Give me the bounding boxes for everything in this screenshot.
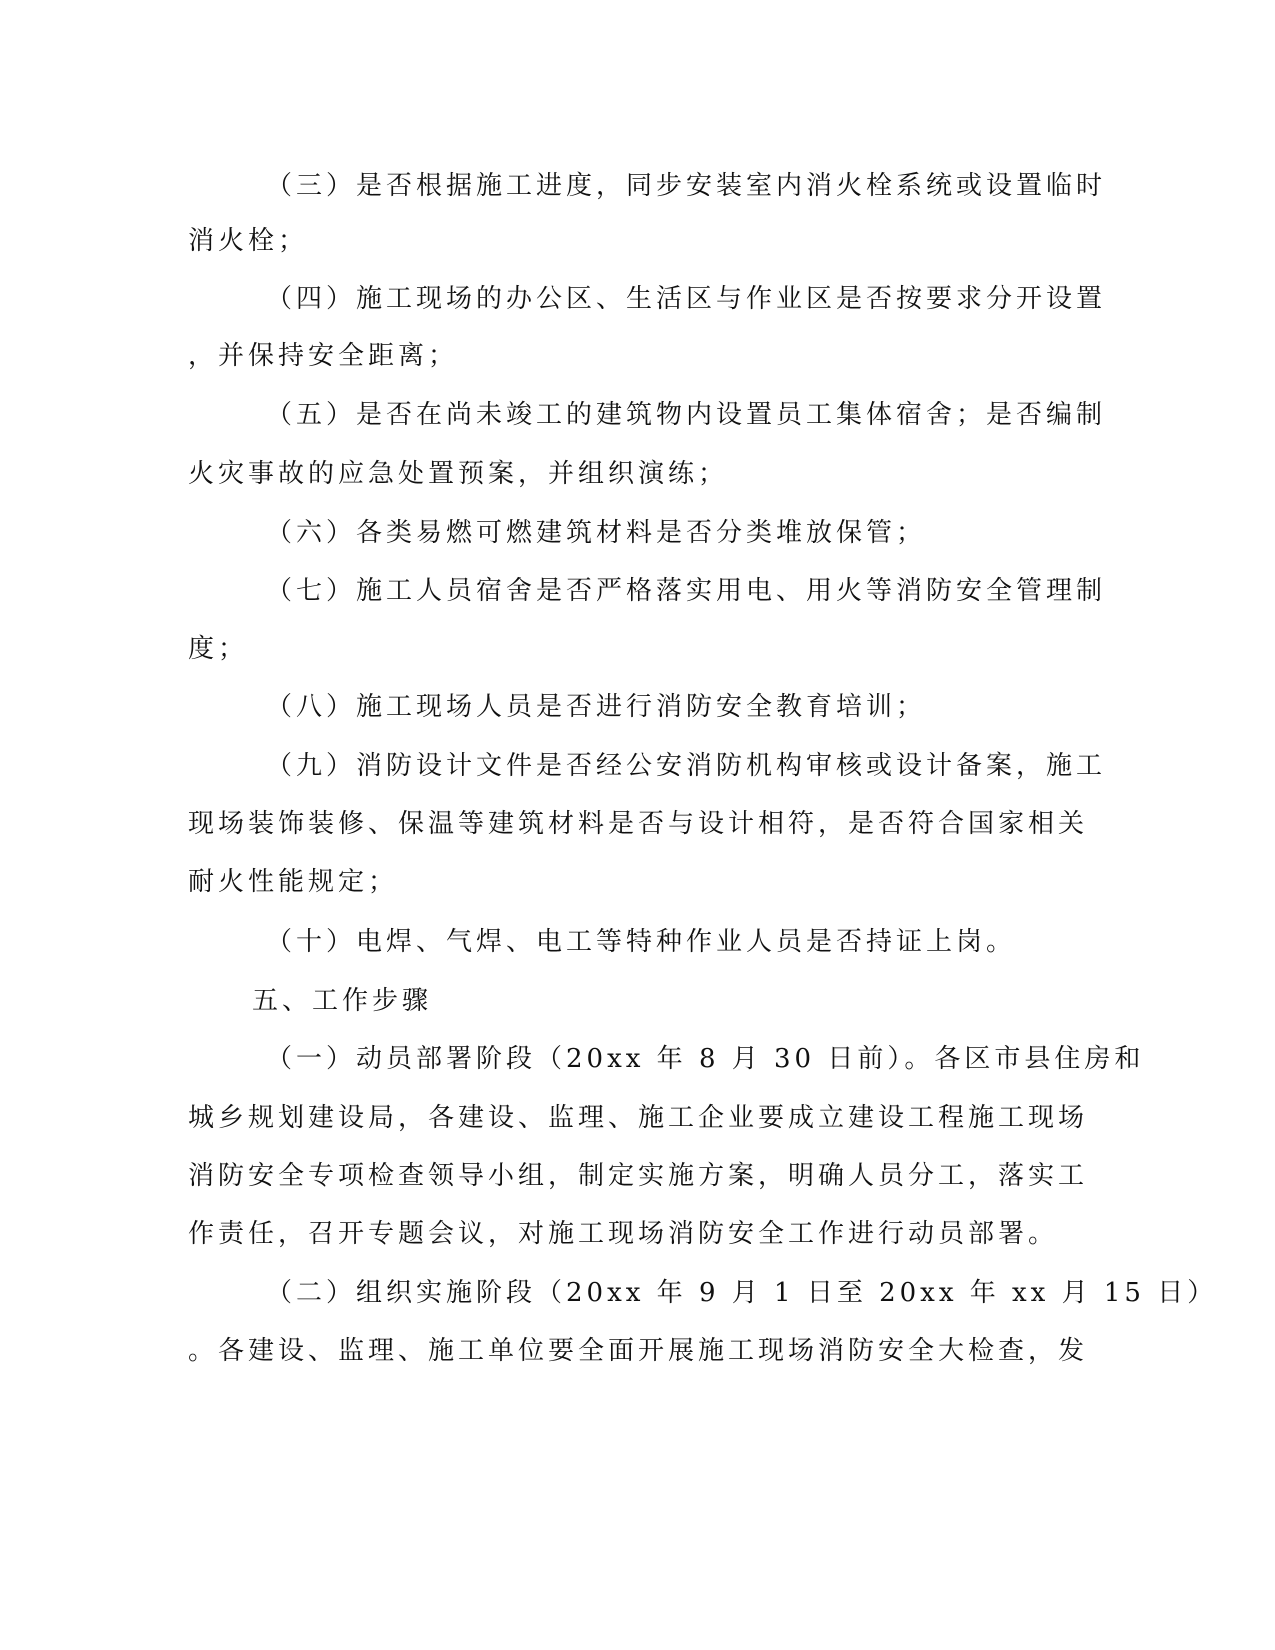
item-7-line-2: 度； [188,634,249,664]
step-1-line-3: 消防安全专项检查领导小组，制定实施方案，明确人员分工，落实工 [188,1161,1089,1191]
step-1-line-1: （一）动员部署阶段（20xx 年 8 月 30 日前）。各区市县住房和 [266,1044,1145,1074]
item-10-line-1: （十）电焊、气焊、电工等特种作业人员是否持证上岗。 [266,927,1017,957]
item-9-line-2: 现场装饰装修、保温等建筑材料是否与设计相符，是否符合国家相关 [188,809,1089,839]
item-4-line-1: （四）施工现场的办公区、生活区与作业区是否按要求分开设置 [266,284,1107,314]
step-1-line-2: 城乡规划建设局，各建设、监理、施工企业要成立建设工程施工现场 [188,1103,1089,1133]
item-5-line-1: （五）是否在尚未竣工的建筑物内设置员工集体宿舍；是否编制 [266,400,1107,430]
section-heading-work-steps: 五、工作步骤 [252,986,433,1016]
step-2-line-2: 。各建设、监理、施工单位要全面开展施工现场消防安全大检查，发 [188,1336,1089,1366]
item-3-line-2: 消火栓； [188,226,309,256]
item-4-line-2: ，并保持安全距离； [188,341,459,371]
item-8-line-1: （八）施工现场人员是否进行消防安全教育培训； [266,692,927,722]
item-7-line-1: （七）施工人员宿舍是否严格落实用电、用火等消防安全管理制 [266,576,1107,606]
item-6-line-1: （六）各类易燃可燃建筑材料是否分类堆放保管； [266,518,927,548]
step-1-line-4: 作责任，召开专题会议，对施工现场消防安全工作进行动员部署。 [188,1219,1059,1249]
item-9-line-1: （九）消防设计文件是否经公安消防机构审核或设计备案，施工 [266,751,1107,781]
item-3-line-1: （三）是否根据施工进度，同步安装室内消火栓系统或设置临时 [266,171,1107,201]
item-5-line-2: 火灾事故的应急处置预案，并组织演练； [188,459,729,489]
step-2-line-1: （二）组织实施阶段（20xx 年 9 月 1 日至 20xx 年 xx 月 15 日） [266,1278,1218,1308]
item-9-line-3: 耐火性能规定； [188,867,399,897]
